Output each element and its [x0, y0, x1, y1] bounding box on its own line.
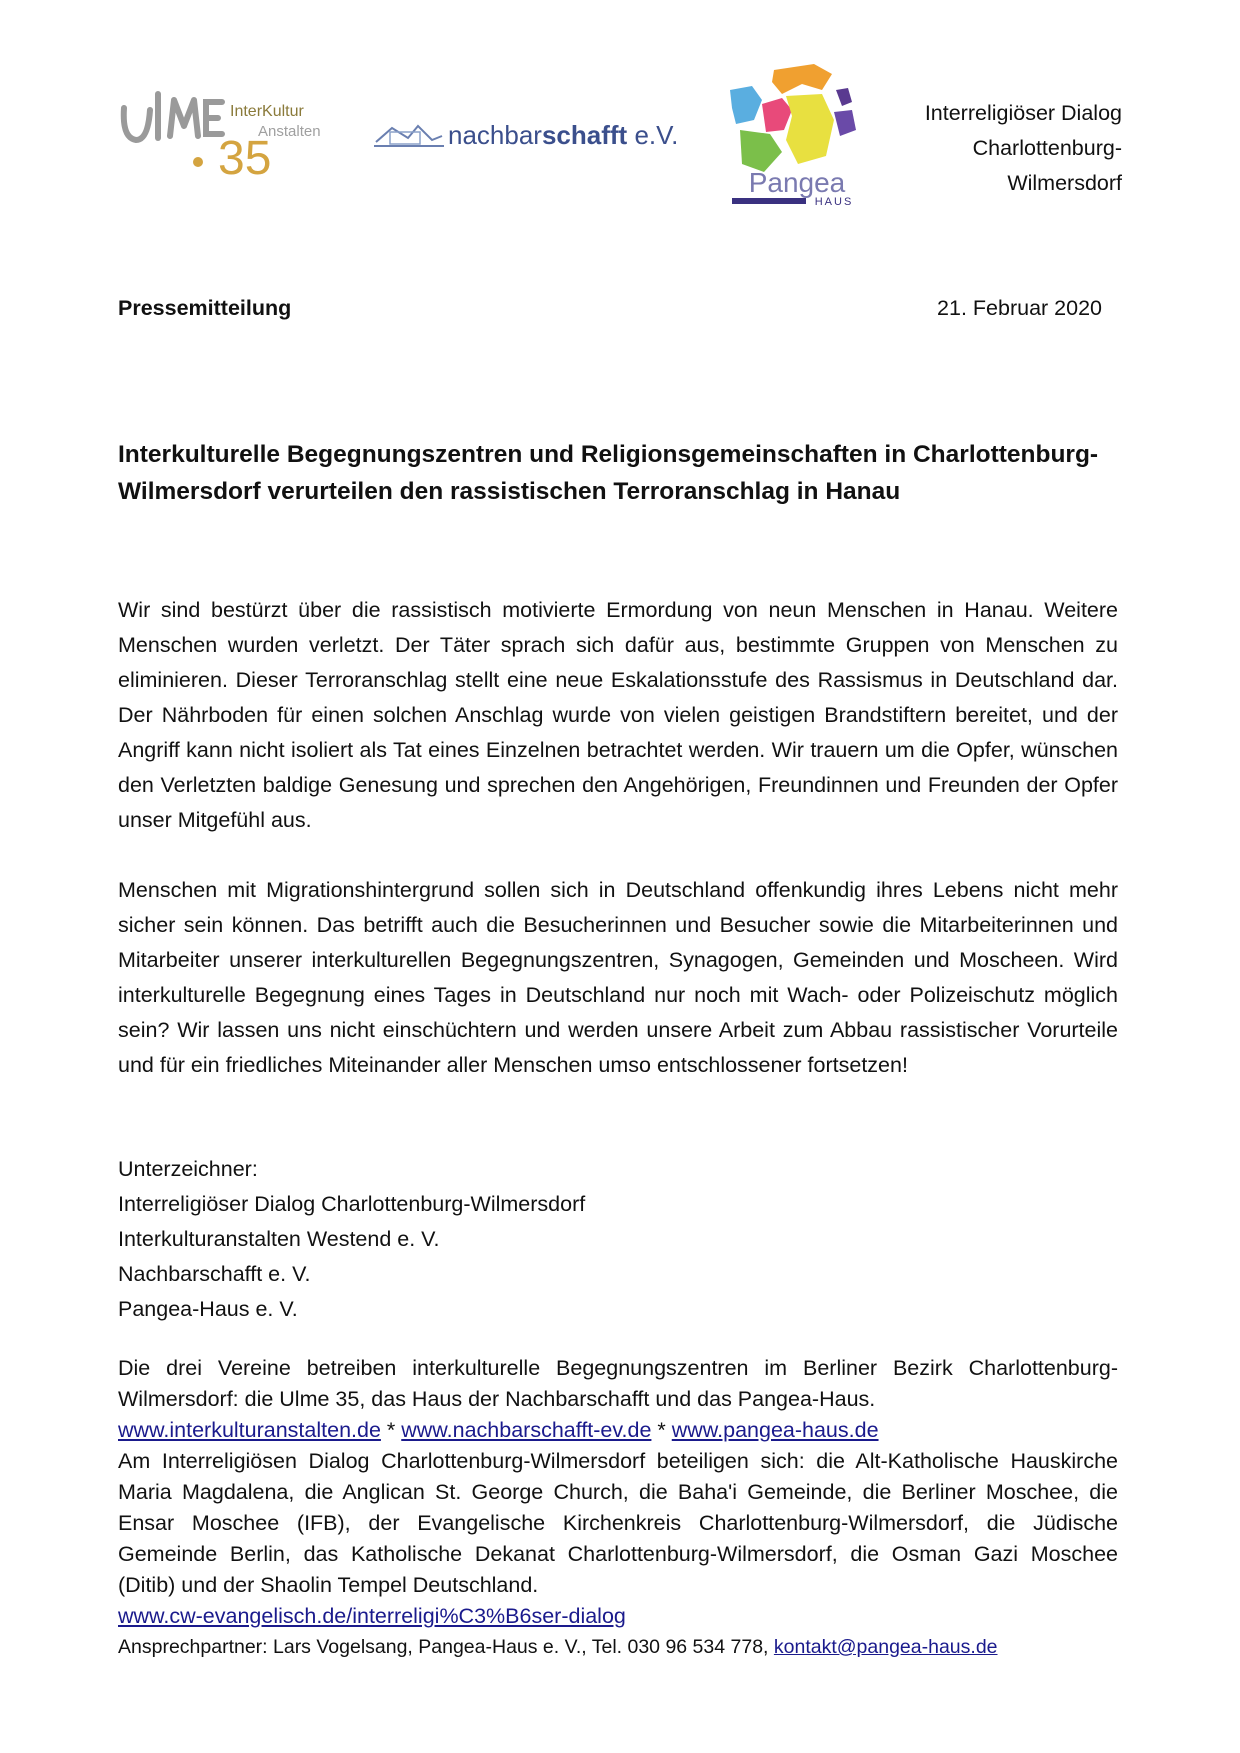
- dialog-text: Am Interreligiösen Dialog Charlottenburg-Wilmersdorf beteiligen sich: die Alt-Katholische Hauskirche Maria Magdalena, die Anglican St. George Church, die Baha'i Gemeinde, die Berliner Moschee, die Ensar Moschee (IFB), der Evangelische Kirchenkreis Charlottenburg-Wilmersdorf, die Jüdische Gemeinde Berlin, das Katholische Dekanat Charlottenburg-Wilmersdorf, die Osman Gazi Moschee (Ditib) und der Shaolin Tempel Deutschland.: [118, 1449, 1118, 1597]
- link-separator: *: [380, 1418, 402, 1442]
- contact-text: Ansprechpartner: Lars Vogelsang, Pangea-Haus e. V., Tel. 030 96 534 778,: [118, 1636, 774, 1658]
- headline-line-1: Interkulturelle Begegnungszentren und Religionsgemeinschaften in Charlottenburg-: [118, 441, 1099, 468]
- nachbar-text-bold: schafft: [541, 120, 628, 150]
- ulme-anstalten: Anstalten: [258, 123, 321, 140]
- link-cw-evangelisch[interactable]: www.cw-evangelisch.de/interreligi%C3%B6ser-dialog: [118, 1604, 626, 1628]
- link-nachbarschafft[interactable]: www.nachbarschafft-ev.de: [401, 1418, 652, 1442]
- org-line-3: Wilmersdorf: [1007, 171, 1122, 195]
- signers-label: Unterzeichner:: [118, 1157, 258, 1181]
- press-release-label: Pressemitteilung: [118, 296, 292, 320]
- svg-text:nachbarschafft e.V.: [448, 120, 678, 150]
- contact-line: [118, 1632, 1118, 1663]
- nachbarschafft-logo: [372, 110, 702, 156]
- contact-email-link[interactable]: kontakt@pangea-haus.de: [773, 1636, 998, 1658]
- footer-info: [118, 1353, 1118, 1663]
- signer-item: Nachbarschafft e. V.: [118, 1262, 311, 1286]
- org-header: [925, 96, 1122, 201]
- signer-item: Interkulturanstalten Westend e. V.: [118, 1227, 440, 1251]
- ulme-number: 35: [218, 132, 272, 184]
- link-separator: *: [651, 1418, 672, 1442]
- website-links: [118, 1415, 1118, 1446]
- press-release-date: 21. Februar 2020: [937, 296, 1102, 320]
- nachbar-suffix: e.V.: [627, 120, 679, 150]
- ulme-interkultur: InterKultur: [230, 103, 304, 120]
- link-pangea-haus[interactable]: www.pangea-haus.de: [671, 1418, 879, 1442]
- body-paragraph-2: Menschen mit Migrationshintergrund sollen sich in Deutschland offenkundig ihres Lebens nicht mehr sicher sein können. Das betrifft auch die Besucherinnen und Besucher sowie die Mitarbeiterinnen und Mitarbeiter unserer interkulturellen Begegnungszentren, Synagogen, Gemeinden und Moscheen. Wird interkulturelle Begegnung eines Tages in Deutschland nur noch mit Wach- oder Polizeischutz möglich sein? Wir lassen uns nicht einschüchtern und werden unsere Arbeit zum Abbau rassistischer Vorurteile und für ein friedliches Miteinander aller Menschen umso entschlossener fortsetzen!: [118, 878, 1118, 1077]
- link-interkulturanstalten[interactable]: www.interkulturanstalten.de: [118, 1418, 381, 1442]
- nachbar-text-plain: nachbar: [448, 120, 542, 150]
- signer-item: Pangea-Haus e. V.: [118, 1297, 298, 1321]
- pangea-haus-logo: [722, 60, 872, 215]
- vereine-text: Die drei Vereine betreiben interkulturelle Begegnungszentren im Berliner Bezirk Charlottenburg-Wilmersdorf: die Ulme 35, das Haus der Nachbarschafft und das Pangea-Haus.: [118, 1356, 1118, 1411]
- headline-line-2: Wilmersdorf verurteilen den rassistischen Terroranschlag in Hanau: [118, 478, 901, 505]
- pangea-name: Pangea: [748, 167, 846, 198]
- signers-block: [118, 1152, 585, 1327]
- org-line-2: Charlottenburg-: [972, 136, 1122, 160]
- signer-item: Interreligiöser Dialog Charlottenburg-Wilmersdorf: [118, 1192, 586, 1216]
- org-line-1: Interreligiöser Dialog: [924, 101, 1122, 125]
- ulme35-logo: [118, 88, 358, 184]
- body-paragraph-1: Wir sind bestürzt über die rassistisch motivierte Ermordung von neun Menschen in Hanau. Weitere Menschen wurden verletzt. Der Täter sprach sich dafür aus, bestimmte Gruppen von Menschen zu eliminieren. Dieser Terroranschlag stellt eine neue Eskalationsstufe des Rassismus in Deutschland dar. Der Nährboden für einen solchen Anschlag wurde von vielen geistigen Brandstiftern bereitet, und der Angriff kann nicht isoliert als Tat eines Einzelnen betrachtet werden. Wir trauern um die Opfer, wünschen den Verletzten baldige Genesung und sprechen den Angehörigen, Freundinnen und Freunden der Opfer unser Mitgefühl aus.: [118, 598, 1118, 832]
- pangea-sub: HAUS: [814, 196, 854, 208]
- headline: [118, 436, 1118, 510]
